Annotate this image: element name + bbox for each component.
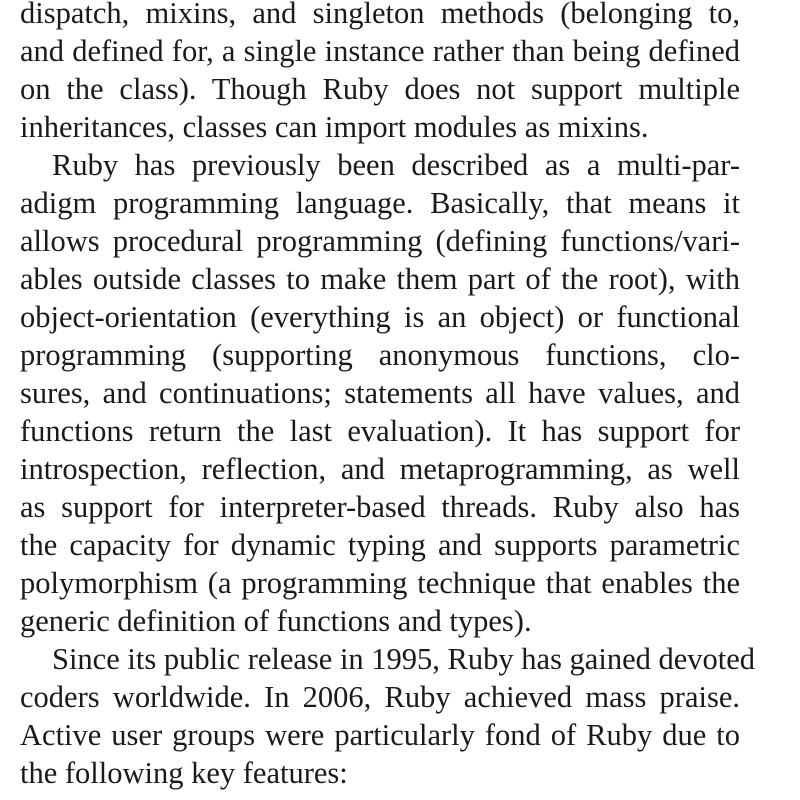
paragraph-3-line-1: Since its public release in 1995, Ruby has gained devoted (52, 642, 756, 676)
paragraph-2-line-4: ables outside classes to make them part of the root), with (20, 262, 740, 296)
paragraph-2-line-12: polymorphism (a programming technique that enables the (20, 566, 740, 600)
paragraph-2-line-2: adigm programming language. Basically, that means it (20, 186, 740, 220)
paragraph-2-line-3: allows procedural programming (defining functions/vari- (20, 224, 740, 258)
paragraph-2-line-13: generic definition of functions and types). (20, 604, 532, 638)
paragraph-1-line-4: inheritances, classes can import modules as mixins. (20, 110, 649, 144)
paragraph-1-line-3: on the class). Though Ruby does not support multiple (20, 72, 740, 106)
paragraph-2-line-8: functions return the last evaluation). It has support for (20, 414, 740, 448)
paragraph-2-line-1: Ruby has previously been described as a multi-par- (52, 148, 740, 182)
paragraph-2-line-7: sures, and continuations; statements all have values, and (20, 376, 740, 410)
paragraph-2-line-6: programming (supporting anonymous functions, clo- (20, 338, 740, 372)
paragraph-2-line-9: introspection, reflection, and metaprogramming, as well (20, 452, 740, 486)
paragraph-3-line-2: coders worldwide. In 2006, Ruby achieved mass praise. (20, 680, 740, 714)
paragraph-3-line-3: Active user groups were particularly fond of Ruby due to (20, 718, 740, 752)
paragraph-2-line-5: object-orientation (everything is an object) or functional (20, 300, 740, 334)
paragraph-3-line-4: the following key features: (20, 756, 348, 790)
paragraph-1-line-1: dispatch, mixins, and singleton methods (belonging to, (20, 0, 740, 30)
paragraph-2-line-10: as support for interpreter-based threads. Ruby also has (20, 490, 740, 524)
paragraph-1-line-2: and defined for, a single instance rather than being defined (20, 34, 740, 68)
paragraph-2-line-11: the capacity for dynamic typing and supports parametric (20, 528, 740, 562)
